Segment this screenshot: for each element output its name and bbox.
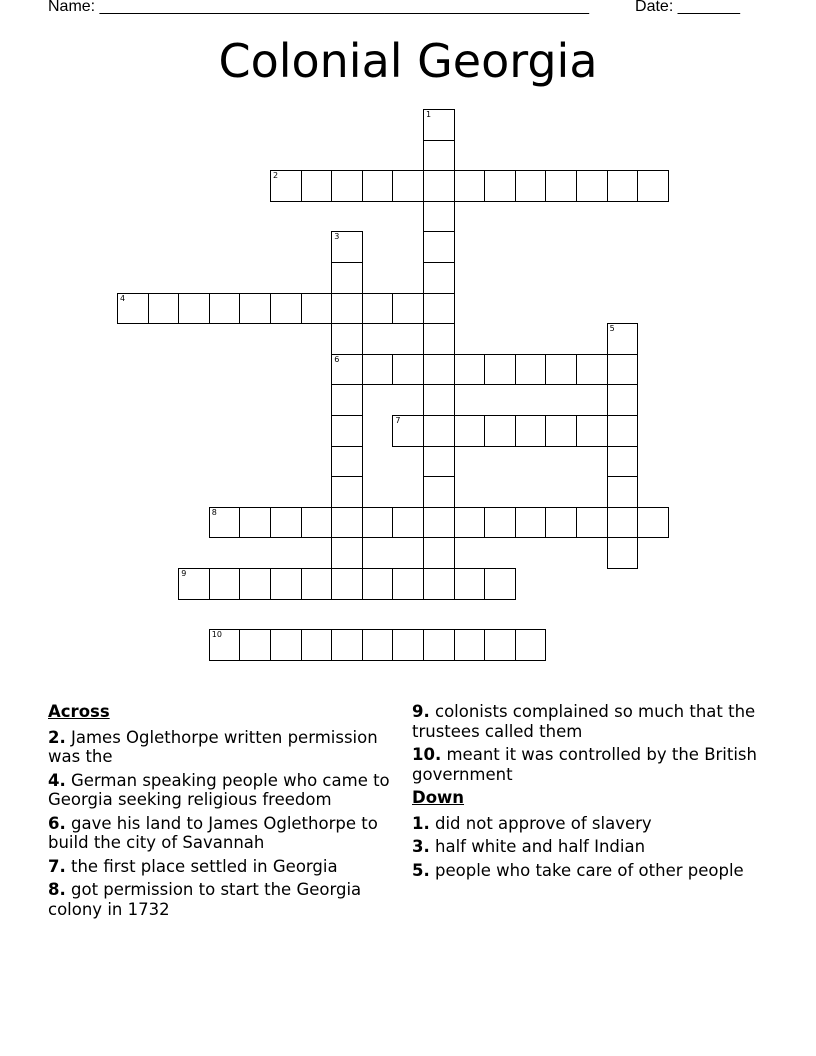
across-clue-9 [412,702,762,741]
grid-cell[interactable] [209,629,241,661]
across-clue-2 [48,728,393,767]
down-clue-5 [412,861,762,881]
grid-cell[interactable] [178,568,210,600]
clue-text: did not approve of slavery [435,813,652,833]
grid-cell[interactable] [331,629,363,661]
grid-cell[interactable] [607,537,639,569]
grid-cell[interactable] [454,170,486,202]
grid-cell[interactable] [545,507,577,539]
grid-cell[interactable] [454,415,486,447]
grid-cell[interactable] [392,629,424,661]
grid-cell[interactable] [331,323,363,355]
grid-cell[interactable] [545,415,577,447]
grid-cell[interactable] [392,415,424,447]
grid-cell[interactable] [484,568,516,600]
grid-cell[interactable] [423,568,455,600]
grid-cell[interactable] [576,354,608,386]
clue-text: people who take care of other people [435,860,744,880]
clue-text: the first place settled in Georgia [71,856,338,876]
grid-cell[interactable] [515,507,547,539]
grid-cell[interactable] [454,568,486,600]
page-title: Colonial Georgia [218,34,598,88]
cell-number: 9 [181,569,187,578]
grid-cell[interactable] [484,354,516,386]
clues-left-column [48,702,393,923]
clue-number: 6. [48,813,66,833]
grid-cell[interactable] [607,323,639,355]
clue-number: 10. [412,745,442,764]
clue-number: 1. [412,813,430,833]
grid-cell[interactable] [637,507,669,539]
across-clue-10 [412,745,762,784]
cell-number: 6 [334,354,340,364]
cell-number: 7 [395,416,401,425]
down-heading: Down [412,788,465,807]
grid-cell[interactable] [209,507,241,539]
grid-cell[interactable] [239,629,271,661]
clue-number: 8. [48,880,66,899]
grid-cell[interactable] [423,354,455,386]
grid-cell[interactable] [454,507,486,539]
grid-cell[interactable] [331,476,363,508]
grid-cell[interactable] [239,507,271,539]
grid-cell[interactable] [454,629,486,661]
grid-cell[interactable] [239,293,271,325]
grid-cell[interactable] [576,507,608,539]
clue-number: 5. [412,860,430,880]
grid-cell[interactable] [392,354,424,386]
grid-cell[interactable] [423,140,455,172]
clue-text: gave his land to James Oglethorpe to build the city of Savannah [48,813,378,852]
grid-cell[interactable] [117,293,149,325]
grid-cell[interactable] [301,507,333,539]
clue-text: got permission to start the Georgia colony in 1732 [48,880,362,919]
cell-number: 5 [609,324,615,334]
clue-number: 3. [412,837,430,856]
grid-cell[interactable] [301,568,333,600]
clue-text: colonists complained so much that the trustees called them [412,702,756,741]
across-clue-7 [48,857,393,877]
clue-text: meant it was controlled by the British government [412,745,757,784]
grid-cell[interactable] [423,201,455,233]
grid-cell[interactable] [392,293,424,325]
grid-cell[interactable] [423,476,455,508]
across-clue-list-continued [412,702,762,784]
grid-cell[interactable] [392,568,424,600]
cell-number: 4 [120,293,126,303]
grid-cell[interactable] [178,293,210,325]
grid-cell[interactable] [362,568,394,600]
grid-cell[interactable] [484,415,516,447]
grid-cell[interactable] [545,170,577,202]
grid-cell[interactable] [148,293,180,325]
grid-cell[interactable] [209,293,241,325]
grid-cell[interactable] [331,446,363,478]
grid-cell[interactable] [301,629,333,661]
grid-cell[interactable] [270,568,302,600]
grid-cell[interactable] [423,109,455,141]
clue-text: German speaking people who came to Georgia seeking religious freedom [48,770,390,809]
down-clue-list [412,814,762,881]
across-clue-4 [48,771,393,810]
grid-cell[interactable] [331,293,363,325]
grid-cell[interactable] [301,170,333,202]
grid-cell[interactable] [209,568,241,600]
grid-cell[interactable] [423,415,455,447]
across-clue-list [48,728,393,920]
grid-cell[interactable] [331,507,363,539]
grid-cell[interactable] [362,629,394,661]
grid-cell[interactable] [423,537,455,569]
cell-number: 2 [273,171,279,181]
date-field[interactable]: Date: _______ [635,0,740,15]
grid-cell[interactable] [270,170,302,202]
grid-cell[interactable] [331,354,363,386]
grid-cell[interactable] [515,629,547,661]
grid-cell[interactable] [301,293,333,325]
grid-cell[interactable] [484,507,516,539]
grid-cell[interactable] [515,415,547,447]
across-clue-6 [48,814,393,853]
grid-cell[interactable] [637,170,669,202]
grid-cell[interactable] [331,170,363,202]
cell-number: 8 [211,507,217,517]
grid-cell[interactable] [270,293,302,325]
clue-number: 2. [48,727,66,747]
clue-number: 7. [48,856,66,876]
clue-number: 4. [48,770,66,790]
grid-cell[interactable] [607,507,639,539]
grid-cell[interactable] [545,354,577,386]
grid-cell[interactable] [607,170,639,202]
grid-cell[interactable] [515,170,547,202]
cell-number: 10 [211,630,222,640]
grid-cell[interactable] [331,384,363,416]
grid-cell[interactable] [423,629,455,661]
grid-cell[interactable] [423,170,455,202]
grid-cell[interactable] [331,231,363,263]
grid-cell[interactable] [392,170,424,202]
grid-cell[interactable] [515,354,547,386]
grid-cell[interactable] [454,354,486,386]
grid-cell[interactable] [423,293,455,325]
grid-cell[interactable] [607,384,639,416]
grid-cell[interactable] [270,629,302,661]
grid-cell[interactable] [331,415,363,447]
grid-cell[interactable] [362,170,394,202]
across-heading: Across [48,702,110,721]
clue-text: half white and half Indian [435,837,646,856]
down-clue-1 [412,814,762,834]
grid-cell[interactable] [423,384,455,416]
grid-cell[interactable] [576,170,608,202]
grid-cell[interactable] [423,323,455,355]
grid-cell[interactable] [607,354,639,386]
grid-cell[interactable] [239,568,271,600]
grid-cell[interactable] [423,262,455,294]
grid-cell[interactable] [484,629,516,661]
name-field[interactable]: Name: _______________________________________________________ [48,0,589,15]
grid-cell[interactable] [423,507,455,539]
grid-cell[interactable] [331,568,363,600]
grid-cell[interactable] [607,446,639,478]
cell-number: 3 [334,232,340,242]
clues-right-column [412,702,762,884]
grid-cell[interactable] [392,507,424,539]
grid-cell[interactable] [362,507,394,539]
cell-number: 1 [426,110,432,119]
grid-cell[interactable] [270,507,302,539]
grid-cell[interactable] [484,170,516,202]
grid-cell[interactable] [331,537,363,569]
across-clue-8 [48,880,393,919]
grid-cell[interactable] [423,231,455,263]
grid-cell[interactable] [331,262,363,294]
grid-cell[interactable] [607,476,639,508]
clue-number: 9. [412,702,430,721]
grid-cell[interactable] [607,415,639,447]
grid-cell[interactable] [423,446,455,478]
clue-text: James Oglethorpe written permission was the [48,727,378,766]
grid-cell[interactable] [576,415,608,447]
grid-cell[interactable] [362,293,394,325]
down-clue-3 [412,837,762,857]
grid-cell[interactable] [362,354,394,386]
